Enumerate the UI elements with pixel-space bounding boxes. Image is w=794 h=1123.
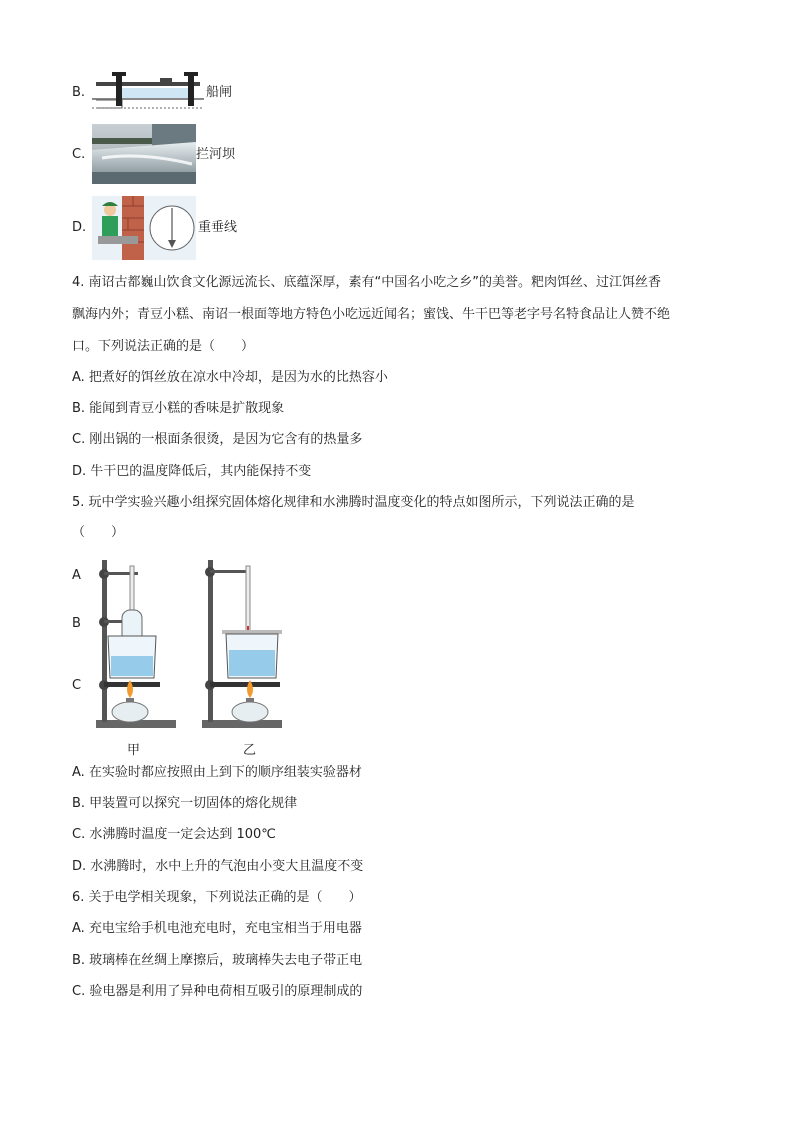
figure-label-c: C <box>72 678 82 693</box>
q5-option-a: A. 在实验时都应按照由上到下的顺序组装实验器材 <box>72 765 362 780</box>
figure-label-right: 乙 <box>243 743 257 758</box>
q5-option-b: B. 甲装置可以探究一切固体的熔化规律 <box>72 796 298 811</box>
experiment-apparatus-figure <box>70 552 290 756</box>
q4-option-d: D. 牛干巴的温度降低后，其内能保持不变 <box>72 464 312 479</box>
ship-lock-image <box>92 68 204 112</box>
option-b-letter: B. <box>72 85 86 100</box>
apparatus-left <box>96 560 176 728</box>
figure-label-a: A <box>72 568 81 583</box>
q4-stem-line-2: 飘海内外；青豆小糕、南诏一根面等地方特色小吃远近闻名；蜜饯、牛干巴等老字号名特食品让人赞不绝 <box>72 307 671 322</box>
q6-option-a: A. 充电宝给手机电池充电时，充电宝相当于用电器 <box>72 921 362 936</box>
q6-stem: 6. 关于电学相关现象，下列说法正确的是（ ） <box>72 890 362 905</box>
option-b-label: 船闸 <box>206 85 233 100</box>
option-c-label: 拦河坝 <box>196 147 236 162</box>
q5-stem-line-1: 5. 玩中学实验兴趣小组探究固体熔化规律和水沸腾时温度变化的特点如图所示，下列说法正确的是 <box>72 495 635 510</box>
figure-label-left: 甲 <box>127 743 141 758</box>
q5-stem-line-2: （ ） <box>72 525 125 540</box>
q6-option-b: B. 玻璃棒在丝绸上摩擦后，玻璃棒失去电子带正电 <box>72 953 363 968</box>
plumb-line-image <box>92 196 196 260</box>
q6-option-c: C. 验电器是利用了异种电荷相互吸引的原理制成的 <box>72 984 363 999</box>
q5-option-d: D. 水沸腾时，水中上升的气泡由小变大且温度不变 <box>72 859 364 874</box>
apparatus-right <box>202 560 282 728</box>
option-d-letter: D. <box>72 220 87 235</box>
q4-option-a: A. 把煮好的饵丝放在凉水中冷却，是因为水的比热容小 <box>72 370 388 385</box>
q4-option-b: B. 能闻到青豆小糕的香味是扩散现象 <box>72 401 285 416</box>
q4-stem-line-1: 4. 南诏古都巍山饮食文化源远流长、底蕴深厚，素有“中国名小吃之乡”的美誉。粑肉饵丝、过江饵丝香 <box>72 275 662 290</box>
dam-photo <box>92 124 196 184</box>
q4-option-c: C. 刚出锅的一根面条很烫，是因为它含有的热量多 <box>72 432 363 447</box>
option-c-letter: C. <box>72 147 86 162</box>
option-d-label: 重垂线 <box>198 220 238 235</box>
q5-option-c: C. 水沸腾时温度一定会达到 100℃ <box>72 827 276 842</box>
figure-label-b: B <box>72 616 81 631</box>
q4-stem-line-3: 口。下列说法正确的是（ ） <box>72 339 255 354</box>
